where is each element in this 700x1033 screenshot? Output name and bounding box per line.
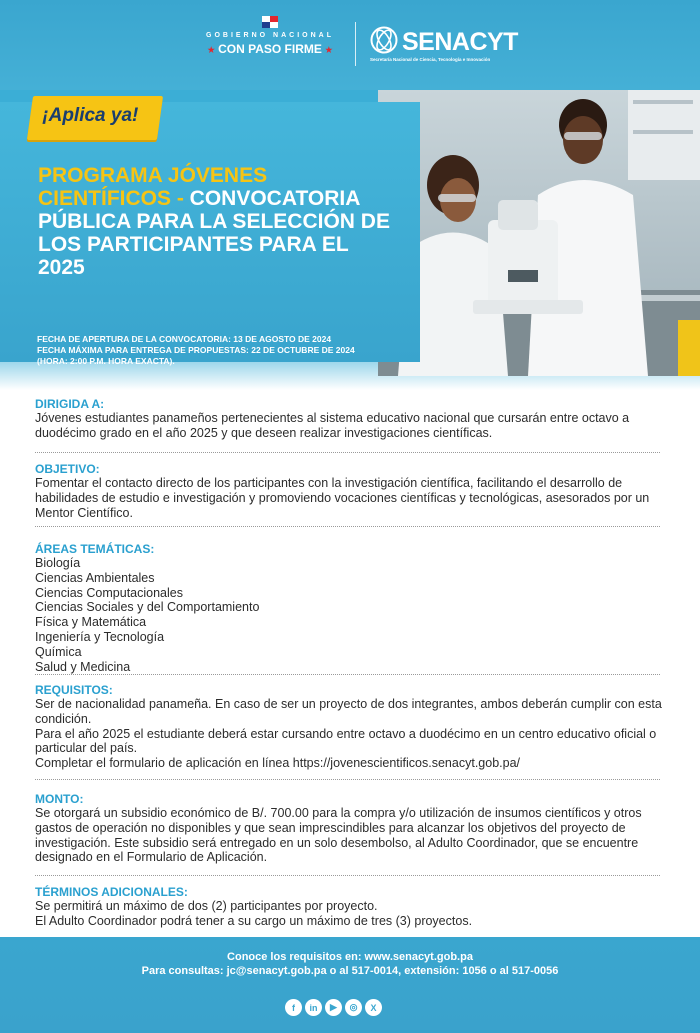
section-text: Fomentar el contacto directo de los participantes con la investigación científica, facilitando el desarrollo de habilidades de estudio e investigación y promoviendo vocaciones científicas y tecnológicas, asesorados por un Mentor Científico. xyxy=(35,476,650,520)
section-heading: OBJETIVO: xyxy=(35,462,100,476)
date-time: (HORA: 2:00 P.M. HORA EXACTA). xyxy=(37,356,175,366)
government-logo xyxy=(200,16,340,56)
area-item: Química xyxy=(35,644,82,659)
senacyt-atom-icon xyxy=(370,26,398,54)
section-terminos xyxy=(35,885,675,929)
social-icons xyxy=(285,999,382,1016)
section-text: Completar el formulario de aplicación en línea https://jovenescientificos.senacyt.gob.pa/ xyxy=(35,756,520,771)
lab-students-photo xyxy=(378,90,700,376)
section-text: Para el año 2025 el estudiante deberá estar cursando entre octavo a duodécimo en un centro educativo oficial o particular del país. xyxy=(35,726,657,756)
area-item: Ingeniería y Tecnología xyxy=(35,629,165,644)
footer-bar xyxy=(0,937,700,1033)
hero-banner xyxy=(0,90,700,390)
linkedin-icon[interactable]: in xyxy=(305,999,322,1016)
section-heading: DIRIGIDA A: xyxy=(35,397,105,411)
date-open: FECHA DE APERTURA DE LA CONVOCATORIA: 13 DE AGOSTO DE 2024 xyxy=(37,334,332,344)
dotted-divider xyxy=(35,526,660,527)
dotted-divider xyxy=(35,875,660,876)
section-heading: TÉRMINOS ADICIONALES: xyxy=(35,885,188,899)
section-heading: REQUISITOS: xyxy=(35,683,113,697)
youtube-icon[interactable]: ▶ xyxy=(325,999,342,1016)
section-text: Jóvenes estudiantes panameños pertenecientes al sistema educativo nacional que cursarán entre octavo a duodécimo grado en el año 2025 y que deseen realizar investigaciones científicas. xyxy=(35,411,630,440)
program-title-rest: CONVOCATORIA PÚBLICA PARA LA SELECCIÓN DE LOS PARTICIPANTES PARA EL 2025 xyxy=(38,187,390,279)
section-text: Ser de nacionalidad panameña. En caso de ser un proyecto de dos integrantes, ambos deberán cumplir con esta condición. xyxy=(35,697,662,726)
gov-line2: ★ CON PASO FIRME ★ xyxy=(207,42,333,56)
section-heading: MONTO: xyxy=(35,792,84,806)
dotted-divider xyxy=(35,674,660,675)
area-item: Salud y Medicina xyxy=(35,659,131,674)
section-areas xyxy=(35,542,675,674)
area-item: Biología xyxy=(35,556,81,570)
section-monto xyxy=(35,792,675,865)
hero-title-card xyxy=(0,102,420,366)
section-text: Se permitirá un máximo de dos (2) participantes por proyecto. xyxy=(35,899,378,913)
area-item: Física y Matemática xyxy=(35,615,147,630)
instagram-icon[interactable]: ◎ xyxy=(345,999,362,1016)
program-title-highlight: PROGRAMA JÓVENES CIENTÍFICOS - xyxy=(38,164,268,210)
area-item: Ciencias Computacionales xyxy=(35,585,183,600)
dotted-divider xyxy=(35,452,660,453)
footer-website: Conoce los requisitos en: www.senacyt.gob.pa xyxy=(227,951,473,963)
gov-line1: GOBIERNO NACIONAL xyxy=(206,32,334,39)
section-text: Se otorgará un subsidio económico de B/. 700.00 para la compra y/o utilización de insumos científicos y otros gastos de operación no disponibles y que sean imprescindibles para alcanzar los objetivos del proyecto de investigación. Este subsidio será entregado en un solo desembolso, al Adulto Coordinador, que se encuentre designado en el Formulario de Aplicación. xyxy=(35,806,642,865)
brand-subtitle: Secretaría Nacional de Ciencia, Tecnología e Innovación xyxy=(370,57,491,62)
footer-contact: Para consultas: jc@senacyt.gob.pa o al 517-0014, extensión: 1056 o al 517-0056 xyxy=(141,965,559,977)
header-bar xyxy=(0,0,700,90)
x-icon[interactable]: X xyxy=(365,999,382,1016)
panama-flag-icon xyxy=(262,16,278,28)
section-text: El Adulto Coordinador podrá tener a su cargo un máximo de tres (3) proyectos. xyxy=(35,913,473,928)
facebook-icon[interactable]: f xyxy=(285,999,302,1016)
section-requisitos xyxy=(35,683,675,771)
key-dates xyxy=(37,334,355,367)
area-item: Ciencias Ambientales xyxy=(35,570,155,585)
area-item: Ciencias Sociales y del Comportamiento xyxy=(35,600,260,615)
section-objetivo xyxy=(35,462,675,520)
apply-now-badge: ¡Aplica ya! xyxy=(27,96,163,140)
section-heading: ÁREAS TEMÁTICAS: xyxy=(35,542,155,556)
header-divider xyxy=(355,22,356,66)
date-close: FECHA MÁXIMA PARA ENTREGA DE PROPUESTAS: 22 DE OCTUBRE DE 2024 xyxy=(37,345,355,355)
brand-name: SENACYT xyxy=(402,28,518,56)
dotted-divider xyxy=(35,779,660,780)
program-title xyxy=(38,164,398,279)
section-dirigida xyxy=(35,397,675,441)
